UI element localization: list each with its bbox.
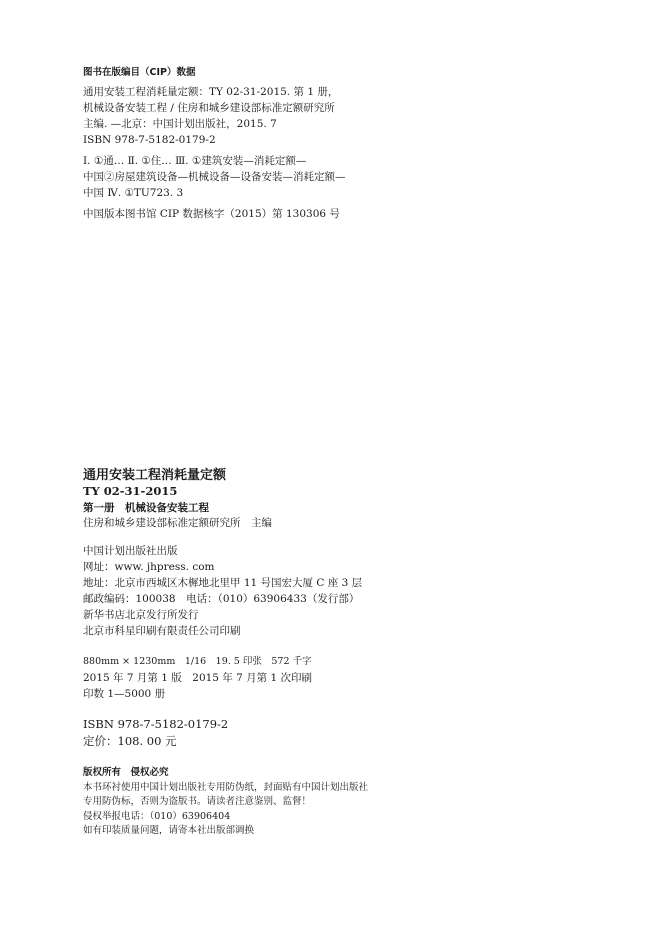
isbn: ISBN 978-7-5182-0179-2	[83, 717, 229, 731]
printer: 北京市科星印刷有限责任公司印刷	[83, 625, 241, 637]
copyright-line: 本书环衬使用中国计划出版社专用防伪纸，封面贴有中国计划出版社	[83, 782, 369, 793]
price: 定价：108. 00 元	[83, 734, 177, 748]
cip-line: 通用安装工程消耗量定额：TY 02-31-2015. 第 1 册，	[83, 86, 339, 98]
cip-heading: 图书在版编目（CIP）数据	[83, 67, 196, 78]
editor: 住房和城乡建设部标准定额研究所 主编	[83, 517, 272, 529]
book-title: 通用安装工程消耗量定额	[83, 468, 227, 483]
cip-subject-line: 中国②房屋建筑设备—机械设备—设备安装—消耗定额—	[83, 171, 346, 183]
edition: 2015 年 7 月第 1 版 2015 年 7 月第 1 次印刷	[83, 672, 313, 684]
print-run: 印数 1—5000 册	[83, 688, 166, 700]
standard-code: TY 02-31-2015	[83, 484, 178, 498]
cip-isbn: ISBN 978-7-5182-0179-2	[83, 134, 216, 146]
cip-line: 机械设备安装工程 / 住房和城乡建设部标准定额研究所	[83, 102, 335, 114]
format-spec: 880mm × 1230mm 1/16 19. 5 印张 572 千字	[83, 656, 312, 667]
cip-line: 主编. —北京：中国计划出版社，2015. 7	[83, 118, 277, 130]
publisher: 中国计划出版社出版	[83, 545, 178, 557]
volume-title: 第一册 机械设备安装工程	[83, 502, 209, 514]
cip-subject-line: 中国 Ⅳ. ①TU723. 3	[83, 187, 184, 199]
copyright-line: 专用防伪标，否则为盗版书。请读者注意鉴别、监督！	[83, 796, 312, 807]
distributor: 新华书店北京发行所发行	[83, 609, 199, 621]
copyright-line: 侵权举报电话：（010）63906404	[83, 811, 231, 822]
cip-subject-line: Ⅰ. ①通… Ⅱ. ①住… Ⅲ. ①建筑安装—消耗定额—	[83, 155, 307, 167]
address: 地址：北京市西城区木樨地北里甲 11 号国宏大厦 C 座 3 层	[83, 577, 363, 589]
website: 网址：www. jhpress. com	[83, 561, 215, 573]
copyright-line: 如有印装质量问题，请寄本社出版部调换	[83, 825, 255, 836]
cip-record-number: 中国版本图书馆 CIP 数据核字（2015）第 130306 号	[83, 208, 340, 220]
postcode-phone: 邮政编码：100038 电话：（010）63906433（发行部）	[83, 593, 360, 605]
copyright-heading: 版权所有 侵权必究	[83, 767, 169, 778]
